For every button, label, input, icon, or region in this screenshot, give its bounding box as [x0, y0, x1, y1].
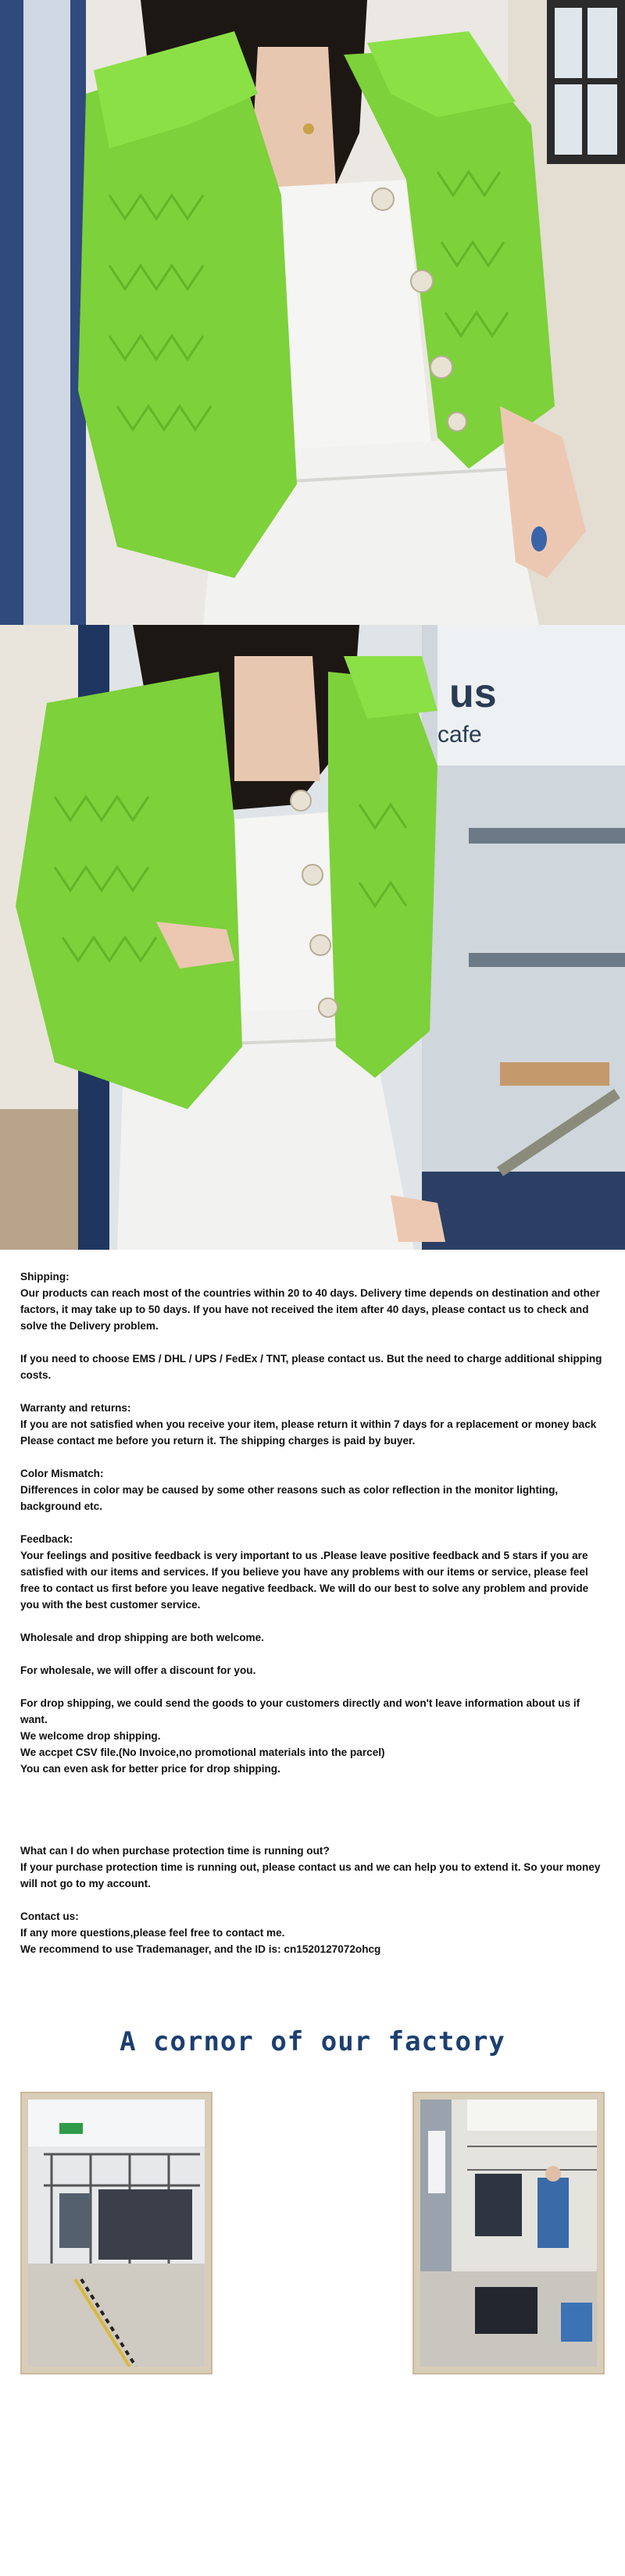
wholesale-discount-text: For wholesale, we will offer a discount for you. [20, 1664, 256, 1676]
color-mismatch-text: Differences in color may be caused by some other reasons such as color reflection in the monitor lighting, background etc. [20, 1484, 559, 1512]
cardigan-front-icon [0, 0, 625, 625]
drop-shipping-text-1: For drop shipping, we could send the goods to your customers directly and won't leave information about us if want. [20, 1697, 580, 1725]
shipping-text: Our products can reach most of the countries within 20 to 40 days. Delivery time depends on destination and other factors, it may take up to 50 days. If you have not received the item after 40 days, please contact us to check and solve the Delivery problem. [20, 1287, 600, 1332]
protection-answer: If your purchase protection time is running out, please contact us and we can help you to extend it. So your money will not go to my account. [20, 1861, 601, 1889]
drop-shipping-text-3: We accpet CSV file.(No Invoice,no promotional materials into the parcel) [20, 1746, 385, 1758]
wholesale-text: Wholesale and drop shipping are both welcome. [20, 1632, 264, 1643]
store-policy-section [0, 1250, 625, 1957]
feedback-heading: Feedback: [20, 1533, 73, 1545]
workshop-aisle-icon [420, 2100, 597, 2367]
warehouse-racks-icon [28, 2100, 205, 2367]
warranty-heading: Warranty and returns: [20, 1402, 131, 1414]
product-photo-window [0, 625, 625, 1250]
warranty-text-1: If you are not satisfied when you receive your item, please return it within 7 days for a replacement or money back [20, 1418, 597, 1430]
shipping-heading: Shipping: [20, 1271, 70, 1283]
drop-shipping-text-2: We welcome drop shipping. [20, 1730, 161, 1742]
color-mismatch-heading: Color Mismatch: [20, 1468, 104, 1479]
factory-photos [0, 2092, 625, 2374]
express-shipping-text: If you need to choose EMS / DHL / UPS / FedEx / TNT, please contact us. But the need to charge additional shipping costs. [20, 1353, 602, 1381]
contact-heading: Contact us: [20, 1911, 79, 1922]
protection-question: What can I do when purchase protection time is running out? [20, 1845, 330, 1857]
feedback-text: Your feelings and positive feedback is very important to us .Please leave positive feedback and 5 stars if you are satisfied with our items and services. If you believe you have any problems with our items or service, please feel free to contact us first before you leave negative feedback. We will do our best to solve any problem and provide you with the best customer service. [20, 1550, 589, 1611]
warranty-text-2: Please contact me before you return it. The shipping charges is paid by buyer. [20, 1435, 416, 1447]
drop-shipping-text-4: You can even ask for better price for drop shipping. [20, 1763, 280, 1775]
window-sign-subtext: cafe [438, 722, 482, 747]
contact-text-2: We recommend to use Trademanager, and the ID is: cn1520127072ohcg [20, 1943, 381, 1955]
factory-title: A cornor of our factory [120, 2026, 505, 2057]
window-sign-text: us [449, 671, 497, 716]
cardigan-window-icon [0, 625, 625, 1250]
product-photo-front [0, 0, 625, 625]
contact-text-1: If any more questions,please feel free to contact me. [20, 1927, 285, 1939]
factory-photo-1 [20, 2092, 212, 2374]
factory-photo-2 [412, 2092, 605, 2374]
